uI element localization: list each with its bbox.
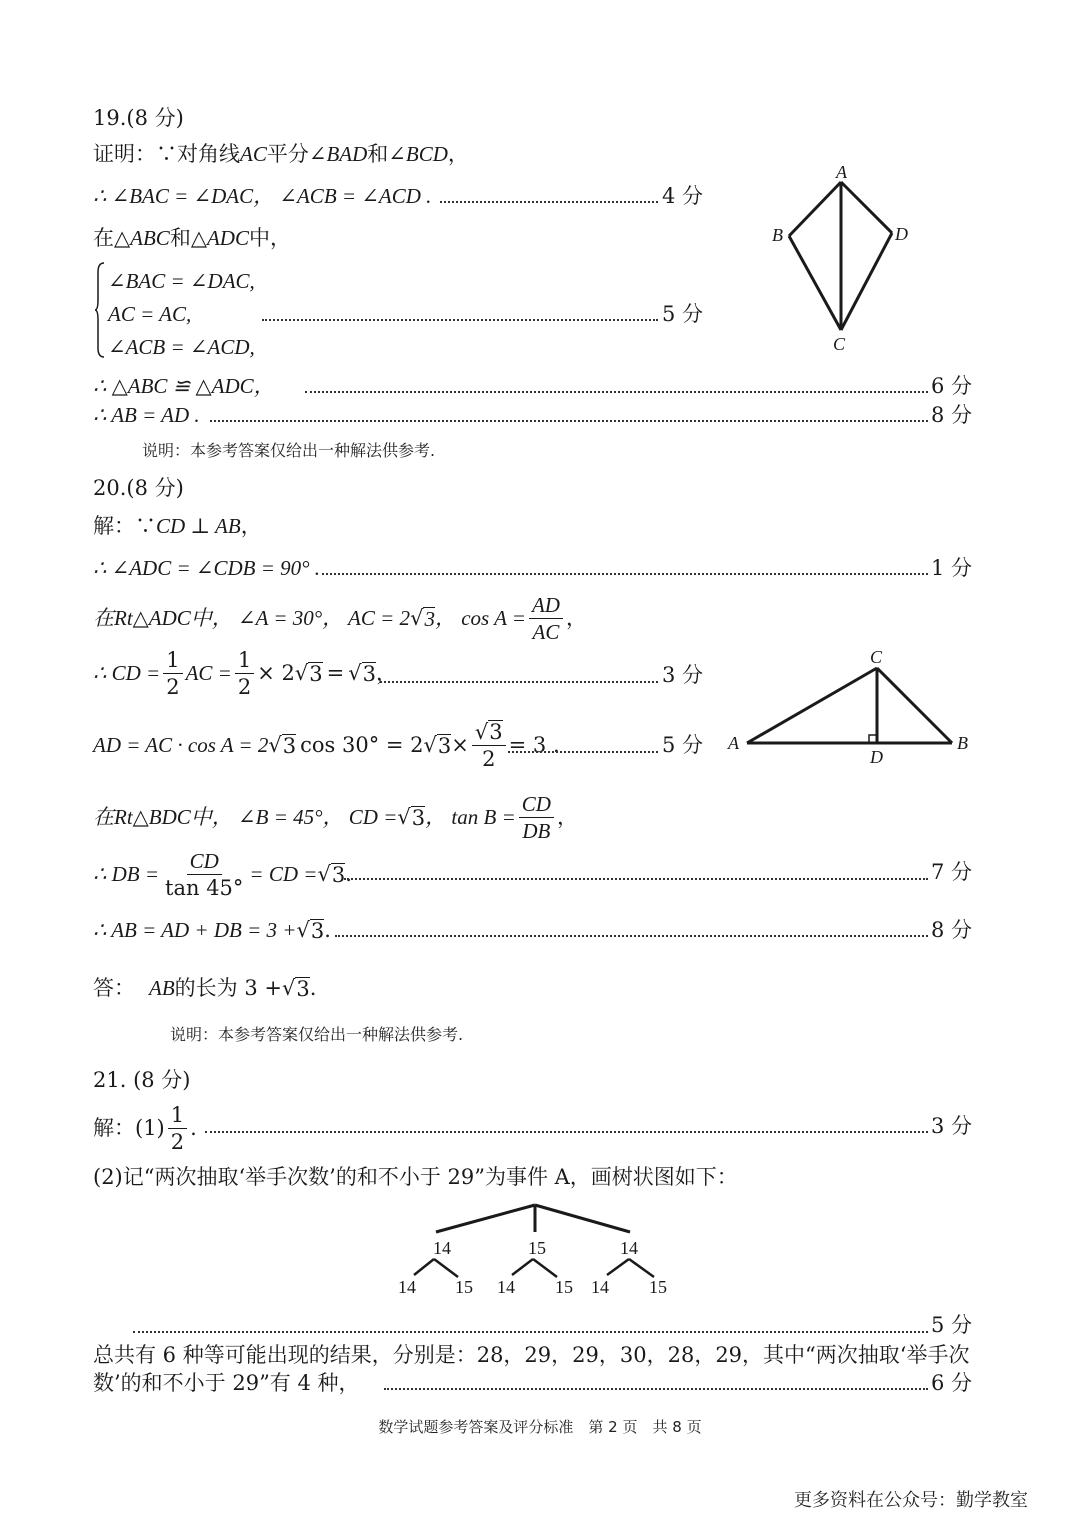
q20-line-db xyxy=(93,847,352,901)
q20-dots-5 xyxy=(508,751,658,753)
q19-fig-label-b: B xyxy=(772,225,783,245)
q20-l3-cos: ， cos A = xyxy=(434,606,526,630)
q20-ans-pre: 答： xyxy=(93,976,135,1000)
q20-dots-7 xyxy=(344,878,928,880)
q19-note: 说明：本参考答案仅给出一种解法供参考. xyxy=(142,441,436,460)
q20-l3-frac-den: AC xyxy=(532,619,560,644)
q20-l3-frac-num: AD xyxy=(529,592,563,619)
q19-system-eq1: ∠BAC = ∠DAC, xyxy=(108,269,255,293)
q19-l1-end: ， xyxy=(447,142,469,166)
q21-l1-frac-num: 1 xyxy=(168,1102,187,1129)
q21-score-6: 6 分 xyxy=(931,1371,973,1395)
q20-l6-sqrt3: 3 xyxy=(411,805,426,830)
q21-score-3: 3 分 xyxy=(931,1114,973,1138)
q19-l1-mid: 平分∠ xyxy=(266,142,327,166)
q21-l1-end: . xyxy=(190,1116,197,1140)
q20-l7-pre: ∴ DB = xyxy=(93,862,160,886)
q20-line-ab xyxy=(93,916,331,944)
q19-dots-6 xyxy=(305,391,928,393)
q20-l6-frac-num: CD xyxy=(519,791,554,818)
q19-line-congruent: ∴ △ABC ≌ △ADC， xyxy=(93,374,275,398)
q20-l7-frac-num: CD xyxy=(187,848,222,875)
q19-line-triangles xyxy=(93,224,291,252)
q19-dots-5 xyxy=(262,319,658,321)
q21-line-part2: (2)记“两次抽取‘举手次数’的和不小于 29”为事件 A，画树状图如下： xyxy=(93,1165,738,1189)
q20-l1-pre: 解：∵ xyxy=(93,514,156,538)
q20-l3-pre: 在Rt△ADC中， ∠A = 30°， AC = 2 xyxy=(93,606,411,630)
q19-l1-ac: AC xyxy=(240,142,267,166)
q20-line-given xyxy=(93,512,262,540)
q20-l3-end: ， xyxy=(565,606,587,630)
q21-line-outcomes: 总共有 6 种等可能出现的结果，分别是：28，29，29，30，28，29，其中“两次抽取‘举手次 xyxy=(93,1343,970,1367)
q20-l3-sqrt3: 3 xyxy=(424,606,435,631)
sqrt-icon: √ xyxy=(281,976,296,1000)
q21-l1-frac-den: 2 xyxy=(170,1129,185,1154)
watermark-text: 更多资料在公众号：勤学教室 xyxy=(794,1490,1028,1511)
q19-system-brace xyxy=(95,262,105,358)
q20-l5-frac-num-sqrt: 3 xyxy=(489,719,503,744)
q20-l1-eq: CD ⊥ AB xyxy=(156,514,241,538)
q20-score-8: 8 分 xyxy=(931,918,973,942)
q20-ans-ab: AB xyxy=(149,976,175,1000)
q20-fig-label-a: A xyxy=(728,733,739,753)
q20-l8-end: . xyxy=(324,918,331,942)
q20-ans-mid: 的长为 3 + xyxy=(174,976,282,1000)
q20-l4-half-b xyxy=(235,647,254,700)
q21-dots-6 xyxy=(384,1388,928,1390)
q19-l1-bcd: BCD xyxy=(405,142,448,166)
q20-l4-half-a xyxy=(163,647,182,700)
q20-l4-times: × 2 xyxy=(257,661,295,685)
q20-l4-half-b-num: 1 xyxy=(235,647,254,674)
q21-tree-l1-node-2: 15 xyxy=(528,1238,546,1258)
q20-l7-sqrt3: 3 xyxy=(331,862,346,887)
sqrt-icon: √ xyxy=(397,805,411,829)
sqrt-icon: √ xyxy=(317,862,331,886)
q20-ans-sqrt3: 3 xyxy=(296,976,310,1001)
q21-tree-l2-node-3: 14 xyxy=(497,1277,515,1297)
q19-l1-bad: BAD xyxy=(326,142,368,166)
q19-l3-pre: 在△ xyxy=(93,226,131,250)
q21-tree-diagram xyxy=(380,1195,700,1305)
q21-tree-l1-node-1: 14 xyxy=(433,1238,451,1258)
q20-score-1: 1 分 xyxy=(931,556,973,580)
q20-note: 说明：本参考答案仅给出一种解法供参考. xyxy=(170,1025,464,1044)
q21-dots-3 xyxy=(205,1131,928,1133)
q20-l8-pre: ∴ AB = AD + DB = 3 + xyxy=(93,918,297,942)
q20-l7-frac xyxy=(162,848,246,901)
q21-tree-l1-node-3: 14 xyxy=(620,1238,638,1258)
q19-line-proof-start xyxy=(93,140,469,168)
q20-line-answer xyxy=(93,974,316,1002)
q21-line-part1 xyxy=(93,1102,197,1154)
q20-l6-pre: 在Rt△BDC中， ∠B = 45°， CD = xyxy=(93,805,398,829)
q20-l7-end: . xyxy=(345,862,352,886)
q19-score-8: 8 分 xyxy=(931,403,973,427)
q19-l3-abc: ABC xyxy=(130,226,170,250)
q21-tree-l2-node-4: 15 xyxy=(555,1277,573,1297)
q19-kite-figure xyxy=(760,160,920,360)
q19-fig-label-a: A xyxy=(836,162,847,182)
q19-fig-label-c: C xyxy=(833,334,846,354)
sqrt-icon: √ xyxy=(410,606,424,630)
q20-fig-label-c: C xyxy=(870,647,883,667)
q21-l1-pre: 解：(1) xyxy=(93,1116,165,1140)
q20-l6-frac-den: DB xyxy=(522,818,551,843)
q21-dots-5 xyxy=(133,1331,928,1333)
q19-l1-and: 和∠ xyxy=(367,142,406,166)
sqrt-icon: √ xyxy=(294,661,309,685)
q20-l7-mid: = CD = xyxy=(249,862,318,886)
q20-line-bdc xyxy=(93,792,578,842)
q20-l5-frac xyxy=(472,719,506,772)
q20-l4-end: ， xyxy=(376,661,398,685)
q19-line-conclusion: ∴ AB = AD . xyxy=(93,403,200,427)
q20-line-adc xyxy=(93,593,587,643)
q20-l4-half-b-den: 2 xyxy=(237,674,252,699)
q19-dots-4 xyxy=(440,201,658,203)
q20-l4-half-a-num: 1 xyxy=(163,647,182,674)
q20-line-ad xyxy=(93,718,560,772)
q19-system-eq3: ∠ACB = ∠ACD, xyxy=(108,335,255,359)
q21-tree-l2-node-2: 15 xyxy=(455,1277,473,1297)
q19-system-eq2: AC = AC, xyxy=(108,302,192,326)
q20-l4-sqrt3a: 3 xyxy=(309,661,323,686)
q20-l7-frac-den: tan 45° xyxy=(165,875,244,900)
q20-fig-label-d: D xyxy=(870,747,883,767)
q19-l3-adc: ADC xyxy=(206,226,249,250)
page-footer: 数学试题参考答案及评分标准 第 2 页 共 8 页 xyxy=(378,1418,702,1436)
q20-score-7: 7 分 xyxy=(931,860,973,884)
q21-score-5: 5 分 xyxy=(931,1313,973,1337)
q20-score-3: 3 分 xyxy=(662,663,704,687)
q20-l6-end: ， xyxy=(556,805,578,829)
q21-tree-l2-node-5: 14 xyxy=(591,1277,609,1297)
q20-l4-half-a-den: 2 xyxy=(166,674,180,699)
q20-l6-tan: ， tan B = xyxy=(425,805,516,829)
q20-dots-1 xyxy=(322,573,928,575)
q21-header: 21. (8 分) xyxy=(93,1068,191,1092)
q19-score-4: 4 分 xyxy=(662,184,704,208)
q20-l5-pre: AD = AC · cos A = 2 xyxy=(93,733,269,757)
sqrt-icon: √ xyxy=(474,719,489,744)
q20-l4-sqrt3b: 3 xyxy=(362,661,377,686)
q20-l4-eq: = xyxy=(326,661,345,685)
q20-line-right-angles: ∴ ∠ADC = ∠CDB = 90° . xyxy=(93,556,321,580)
q20-l5-end: = 3 . xyxy=(508,733,560,757)
q21-tree-l2-node-6: 15 xyxy=(649,1277,667,1297)
q21-tree-l2-node-1: 14 xyxy=(398,1277,416,1297)
q20-l8-sqrt3: 3 xyxy=(310,918,325,943)
q19-header: 19.(8 分) xyxy=(93,106,184,130)
sqrt-icon: √ xyxy=(423,733,437,757)
q20-l4-pre: ∴ CD = xyxy=(93,661,161,685)
q20-l4-mid: AC = xyxy=(185,661,232,685)
q20-dots-8 xyxy=(335,935,928,937)
sqrt-icon: √ xyxy=(348,661,362,685)
q20-l5-times: × xyxy=(451,733,469,757)
q21-line-count: 数’的和不小于 29”有 4 种， xyxy=(93,1371,360,1395)
q20-line-cd xyxy=(93,648,397,698)
q20-l5-cos: cos 30° = 2 xyxy=(300,733,424,757)
q19-l1-text: 证明：∵对角线 xyxy=(93,142,240,166)
q20-dots-3 xyxy=(380,681,658,683)
q20-l1-end: ， xyxy=(240,514,262,538)
sqrt-icon: √ xyxy=(268,733,282,757)
q19-score-5: 5 分 xyxy=(662,302,704,326)
q21-l1-frac xyxy=(168,1102,187,1155)
sqrt-icon: √ xyxy=(296,918,310,942)
q20-l5-frac-num xyxy=(472,719,506,746)
q19-line-angles: ∴ ∠BAC = ∠DAC， ∠ACB = ∠ACD . xyxy=(93,184,432,208)
q19-fig-label-d: D xyxy=(895,224,908,244)
q19-dots-8 xyxy=(210,420,928,422)
q19-l3-end: 中， xyxy=(248,226,291,250)
q20-score-5: 5 分 xyxy=(662,733,704,757)
q20-l5-frac-den: 2 xyxy=(482,746,496,771)
q20-l5-sqrt3a: 3 xyxy=(282,733,297,758)
q20-triangle-figure xyxy=(720,645,980,775)
q20-ans-end: . xyxy=(309,976,317,1000)
q19-score-6: 6 分 xyxy=(931,374,973,398)
q20-header: 20.(8 分) xyxy=(93,476,184,500)
q20-l6-frac xyxy=(519,791,554,844)
q20-fig-label-b: B xyxy=(957,733,968,753)
q20-l3-frac xyxy=(529,592,563,645)
q19-l3-and: 和△ xyxy=(169,226,207,250)
q20-l5-sqrt3b: 3 xyxy=(437,733,452,758)
